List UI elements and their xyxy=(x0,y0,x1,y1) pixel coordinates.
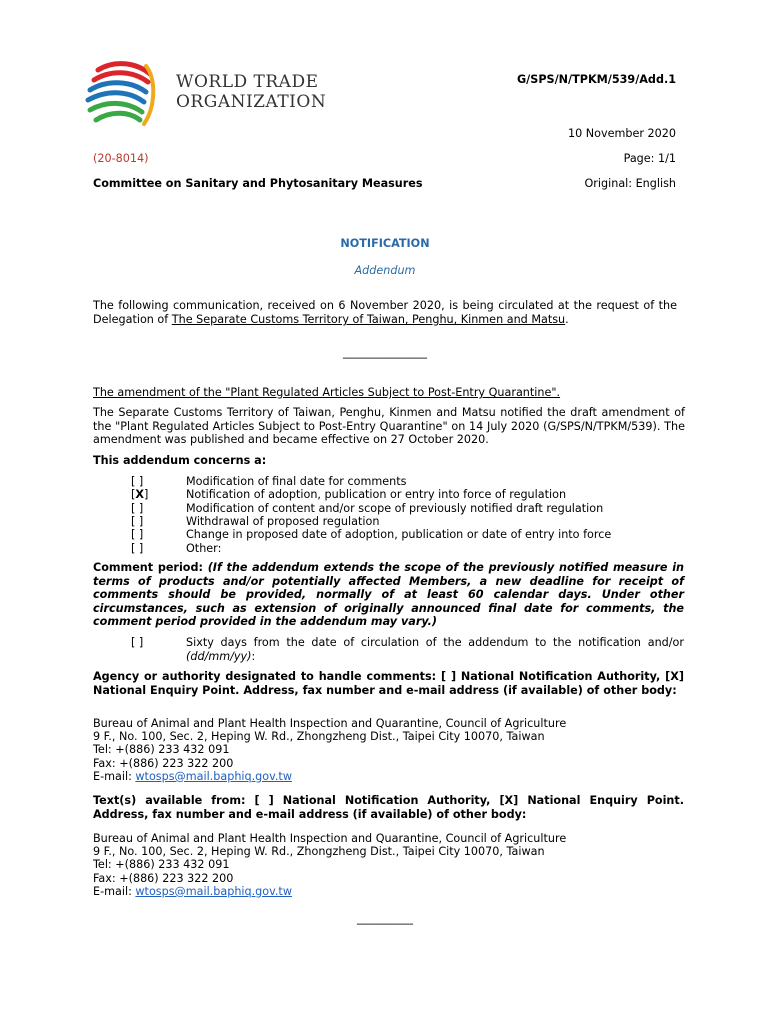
option-text: Sixty days from the date of circulation of the addendum to the notification and/or xyxy=(186,636,684,649)
original-language: Original: English xyxy=(584,177,676,190)
wto-emblem-icon xyxy=(84,58,164,128)
comment-period xyxy=(93,561,684,629)
comment-period-text: (If the addendum extends the scope of the previously notified measure in terms of products and/or potentially affected Members, a new deadline for receipt of comments should be provided, normally of at least 60 calendar days. Under other circumstances, such as extension of originally announced final date for comments, the comment period provided in the addendum may vary.) xyxy=(93,561,684,628)
comment-option: [ ] Sixty days from the date of circulation of the addendum to the notification and/or (dd/mm/yy): xyxy=(131,636,684,663)
agency-fax: Fax: +(886) 223 322 200 xyxy=(93,756,234,770)
date-format: (dd/mm/yy) xyxy=(186,649,252,663)
reference-code: (20-8014) xyxy=(93,152,149,165)
checkbox: [ ] xyxy=(131,528,144,542)
agency-address: 9 F., No. 100, Sec. 2, Heping W. Rd., Zhongzheng Dist., Taipei City 10070, Taiwan xyxy=(93,730,545,744)
delegation-name: The Separate Customs Territory of Taiwan, Penghu, Kinmen and Matsu xyxy=(171,313,566,326)
item-label: Change in proposed date of adoption, publication or date of entry into force xyxy=(186,528,612,542)
agency-email-link[interactable]: wtosps@mail.baphiq.gov.tw xyxy=(135,769,292,783)
page-subtitle: Addendum xyxy=(354,264,416,277)
wto-logo xyxy=(84,58,334,128)
texts-address: 9 F., No. 100, Sec. 2, Heping W. Rd., Zhongzheng Dist., Taipei City 10070, Taiwan xyxy=(93,845,545,859)
texts-fax: Fax: +(886) 223 322 200 xyxy=(93,871,234,885)
checkbox: [ ] xyxy=(131,475,144,488)
checkbox: [ ] xyxy=(131,541,144,555)
texts-name: Bureau of Animal and Plant Health Inspection and Quarantine, Council of Agriculture xyxy=(93,832,567,845)
intro-paragraph xyxy=(93,299,677,327)
checkbox: [ ] xyxy=(131,636,144,649)
agency-name: Bureau of Animal and Plant Health Inspection and Quarantine, Council of Agriculture xyxy=(93,717,567,730)
document-date: 10 November 2020 xyxy=(567,127,676,140)
item-label: Other: xyxy=(186,541,222,555)
agency-tel: Tel: +(886) 233 432 091 xyxy=(93,743,230,757)
intro-end: . xyxy=(565,313,569,326)
item-label: Notification of adoption, publication or entry into force of regulation xyxy=(186,488,567,502)
texts-email-row: E-mail: wtosps@mail.baphiq.gov.tw xyxy=(93,884,292,898)
checkbox: [ ] xyxy=(131,501,144,515)
item-label: Modification of final date for comments xyxy=(186,475,407,488)
org-name-line1: WORLD TRADE xyxy=(176,72,319,92)
checkbox: [ ] xyxy=(131,514,144,528)
agency-email-row: E-mail: wtosps@mail.baphiq.gov.tw xyxy=(93,769,292,783)
amendment-title: The amendment of the "Plant Regulated Articles Subject to Post-Entry Quarantine". xyxy=(93,386,561,399)
committee-name: Committee on Sanitary and Phytosanitary Measures xyxy=(93,177,423,190)
concerns-heading: This addendum concerns a: xyxy=(93,454,267,467)
page-number: Page: 1/1 xyxy=(623,152,676,165)
texts-contact xyxy=(93,832,566,898)
intro-text: The following communication, received on 6 November 2020, is being circulated at the request of the Delegation of xyxy=(93,299,677,326)
concerns-list xyxy=(0,475,770,557)
comment-period-label: Comment period: xyxy=(93,561,208,574)
separator-line: _______________ xyxy=(343,346,427,359)
document-symbol: G/SPS/N/TPKM/539/Add.1 xyxy=(517,73,676,86)
page-title: NOTIFICATION xyxy=(340,237,430,250)
texts-email-link[interactable]: wtosps@mail.baphiq.gov.tw xyxy=(135,884,292,898)
item-label: Modification of content and/or scope of previously notified draft regulation xyxy=(186,501,604,515)
agency-heading: Agency or authority designated to handle comments: [ ] National Notification Authority, [X] National Enquiry Point. Address, fax number and e-mail address (if available) of other body: xyxy=(93,670,684,697)
checkbox-checked: [X] xyxy=(131,488,149,502)
texts-tel: Tel: +(886) 233 432 091 xyxy=(93,858,230,872)
amendment-body: The Separate Customs Territory of Taiwan, Penghu, Kinmen and Matsu notified the draft amendment of the "Plant Regulated Articles Subject to Post-Entry Quarantine" on 14 July 2020 (G/SPS/N/TPKM/539). The amendment was published and became effective on 27 October 2020. xyxy=(93,406,685,446)
texts-heading: Text(s) available from: [ ] National Notification Authority, [X] National Enquiry Point. Address, fax number and e-mail address (if available) of other body: xyxy=(93,794,684,821)
agency-contact xyxy=(93,717,566,783)
check-mark: X xyxy=(135,488,145,502)
org-name-line2: ORGANIZATION xyxy=(176,92,327,112)
footer-separator: __________ xyxy=(357,912,413,925)
item-label: Withdrawal of proposed regulation xyxy=(186,514,380,528)
